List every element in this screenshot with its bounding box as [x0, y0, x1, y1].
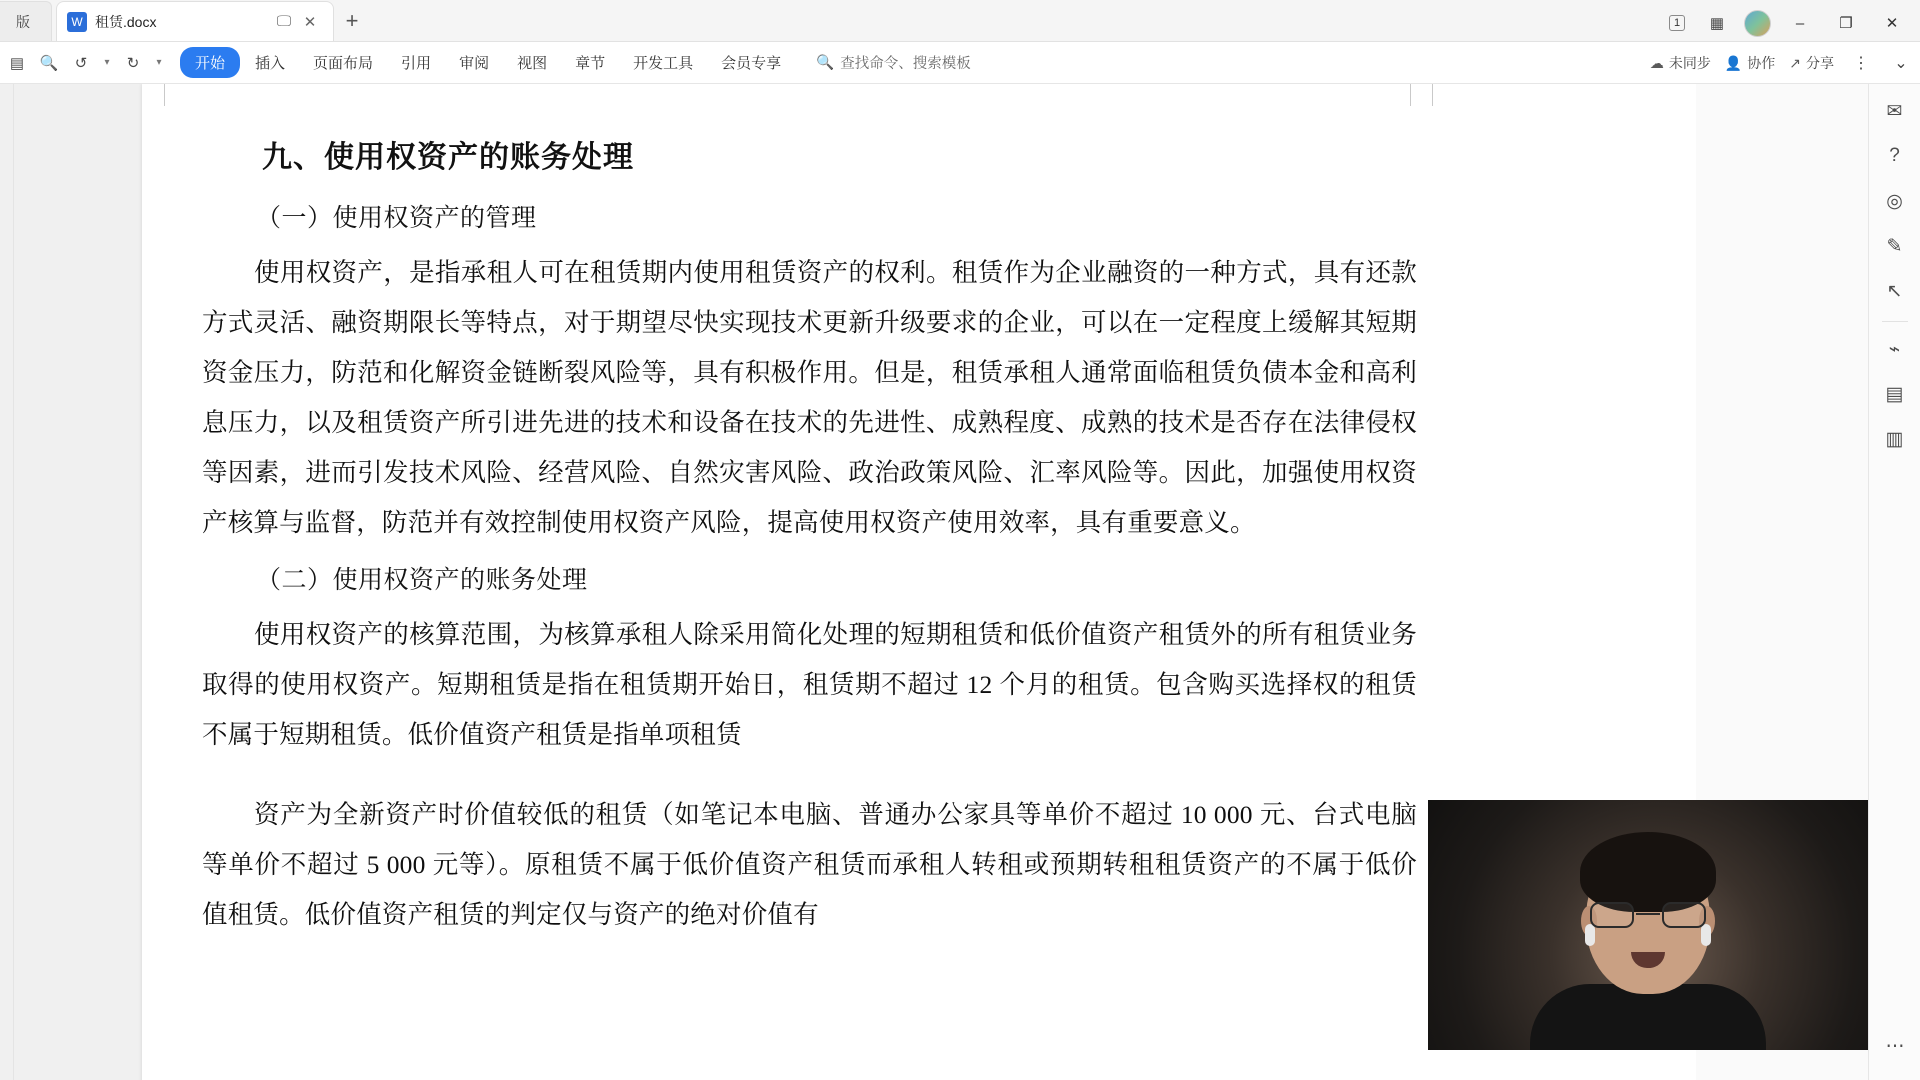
rail-divider: [1882, 321, 1908, 322]
document-subheading-1: （一）使用权资产的管理: [256, 205, 537, 232]
undo-icon[interactable]: ↺: [74, 54, 88, 72]
collaborate-label: 协作: [1747, 55, 1776, 71]
share-label: 分享: [1806, 55, 1834, 71]
user-avatar[interactable]: [1738, 6, 1776, 40]
margin-mark-left: [164, 84, 165, 106]
minimize-button[interactable]: –: [1795, 14, 1805, 32]
tab-references[interactable]: 引用: [401, 55, 432, 72]
help-icon[interactable]: ?: [1889, 145, 1900, 166]
margin-mark-right-b: [1432, 84, 1433, 106]
document-heading: 九、使用权资产的账务处理: [262, 141, 634, 174]
people-icon: 👤: [1724, 54, 1743, 71]
collapse-ribbon-icon[interactable]: ⌄: [1894, 55, 1908, 72]
page-margin-marks: [142, 84, 1696, 106]
tab-insert[interactable]: 插入: [255, 55, 286, 72]
window-controls: [1658, 4, 1920, 42]
webcam-hair: [1580, 832, 1716, 912]
share-button[interactable]: [1789, 53, 1834, 73]
print-preview-icon[interactable]: 🔍: [39, 54, 59, 72]
search-input[interactable]: 查找命令、搜索模板: [840, 56, 971, 72]
undo-dropdown-icon[interactable]: ▾: [104, 57, 110, 68]
tab-count-icon[interactable]: [1658, 6, 1696, 40]
edit-pen-icon[interactable]: ✎: [1886, 235, 1903, 257]
tab-view[interactable]: 视图: [517, 55, 548, 72]
tab-member-exclusive[interactable]: 会员专享: [721, 55, 782, 72]
share-icon: ↗: [1789, 54, 1801, 71]
search-icon: 🔍: [816, 55, 835, 71]
ribbon-right-actions: [1650, 42, 1914, 84]
new-tab-label: +: [345, 8, 359, 33]
location-icon[interactable]: ◎: [1886, 190, 1903, 212]
tab-section[interactable]: 章节: [575, 55, 606, 72]
maximize-button[interactable]: ❐: [1839, 15, 1853, 32]
tab-partial-label: 版: [16, 13, 30, 30]
close-button[interactable]: ✕: [1885, 15, 1899, 32]
search-command-box[interactable]: [816, 52, 971, 73]
webcam-glasses: [1590, 902, 1706, 928]
present-icon[interactable]: 🖵: [276, 13, 292, 30]
document-paragraph-1: 使用权资产，是指承租人可在租赁期内使用租赁资产的权利。租赁作为企业融资的一种方式，具有还款方式灵活、融资期限长等特点，对于期望尽快实现技术更新升级要求的企业，可以在一定程度上缓解其短期资金压力，防范和化解资金链断裂风险等，具有积极作用。但是，租赁承租人通常面临租赁负债本金和高利息压力，以及租赁资产所引进先进的技术和设备在技术的先进性、成熟程度、成熟的技术是否存在法律侵权等因素，进而引发技术风险、经营风险、自然灾害风险、政治政策风险、汇率风险等。因此，加强使用权资产核算与监督，防范并有效控制使用权资产风险，提高使用权资产使用效率，具有重要意义。: [202, 258, 1417, 537]
document-subheading-2: （二）使用权资产的账务处理: [256, 567, 588, 594]
ribbon-bar: [0, 42, 1920, 84]
app-grid-icon[interactable]: ▦: [1709, 15, 1725, 32]
cursor-select-icon[interactable]: ↖: [1886, 280, 1903, 302]
more-tools-icon[interactable]: ⋯: [1885, 1035, 1905, 1057]
ribbon-tabs: [180, 47, 794, 78]
tab-start[interactable]: 开始: [180, 47, 240, 78]
close-icon[interactable]: ✕: [303, 13, 317, 31]
tab-page-layout[interactable]: 页面布局: [313, 55, 374, 72]
tab-review[interactable]: 审阅: [459, 55, 490, 72]
tab-active-document[interactable]: [56, 1, 334, 41]
image-icon[interactable]: ▤: [1885, 383, 1904, 405]
collaborate-button[interactable]: [1725, 53, 1775, 73]
new-tab-button[interactable]: [334, 1, 370, 41]
tab-count-badge: 1: [1669, 15, 1685, 31]
document-paragraph-3: 资产为全新资产时价值较低的租赁（如笔记本电脑、普通办公家具等单价不超过 10 000 元、台式电脑等单价不超过 5 000 元等）。原租赁不属于低价值资产租赁而承租人转租或预期转租租赁资产的不属于低价值租赁。低价值资产租赁的判定仅与资产的绝对价值有: [202, 800, 1417, 929]
feedback-icon[interactable]: ✉: [1886, 100, 1903, 122]
sync-status[interactable]: [1650, 53, 1711, 73]
cloud-sync-icon: ☁: [1649, 54, 1664, 71]
webcam-person: [1543, 828, 1753, 1050]
rail-bottom-group: [1869, 1025, 1920, 1070]
tab-partial[interactable]: [0, 1, 52, 41]
tab-title: 租赁.docx: [95, 13, 157, 30]
tab-developer-tools[interactable]: 开发工具: [633, 55, 694, 72]
title-bar: [0, 0, 1920, 42]
document-paragraph-2: 使用权资产的核算范围，为核算承租人除采用简化处理的短期租赁和低价值资产租赁外的所有租赁业务取得的使用权资产。短期租赁是指在租赁期开始日，租赁期不超过 12 个月的租赁。包含购买选择权的租赁不属于短期租赁。低价值资产租赁是指单项租赁: [202, 620, 1417, 749]
sync-status-label: 未同步: [1668, 55, 1711, 71]
quick-access-toolbar: [0, 48, 168, 78]
left-rail: [0, 84, 14, 1080]
customize-quick-access-icon[interactable]: ▾: [156, 57, 162, 68]
right-toolbar: [1868, 84, 1920, 1080]
more-options-icon[interactable]: ⋮: [1853, 55, 1869, 72]
presenter-webcam: [1428, 800, 1868, 1050]
adjust-icon[interactable]: ⌁: [1888, 338, 1901, 360]
margin-mark-right-a: [1410, 84, 1411, 106]
redo-icon[interactable]: ↻: [126, 54, 140, 72]
word-doc-icon: W: [67, 12, 87, 32]
layout-icon[interactable]: ▥: [1885, 428, 1904, 450]
file-icon[interactable]: ▤: [9, 54, 25, 72]
